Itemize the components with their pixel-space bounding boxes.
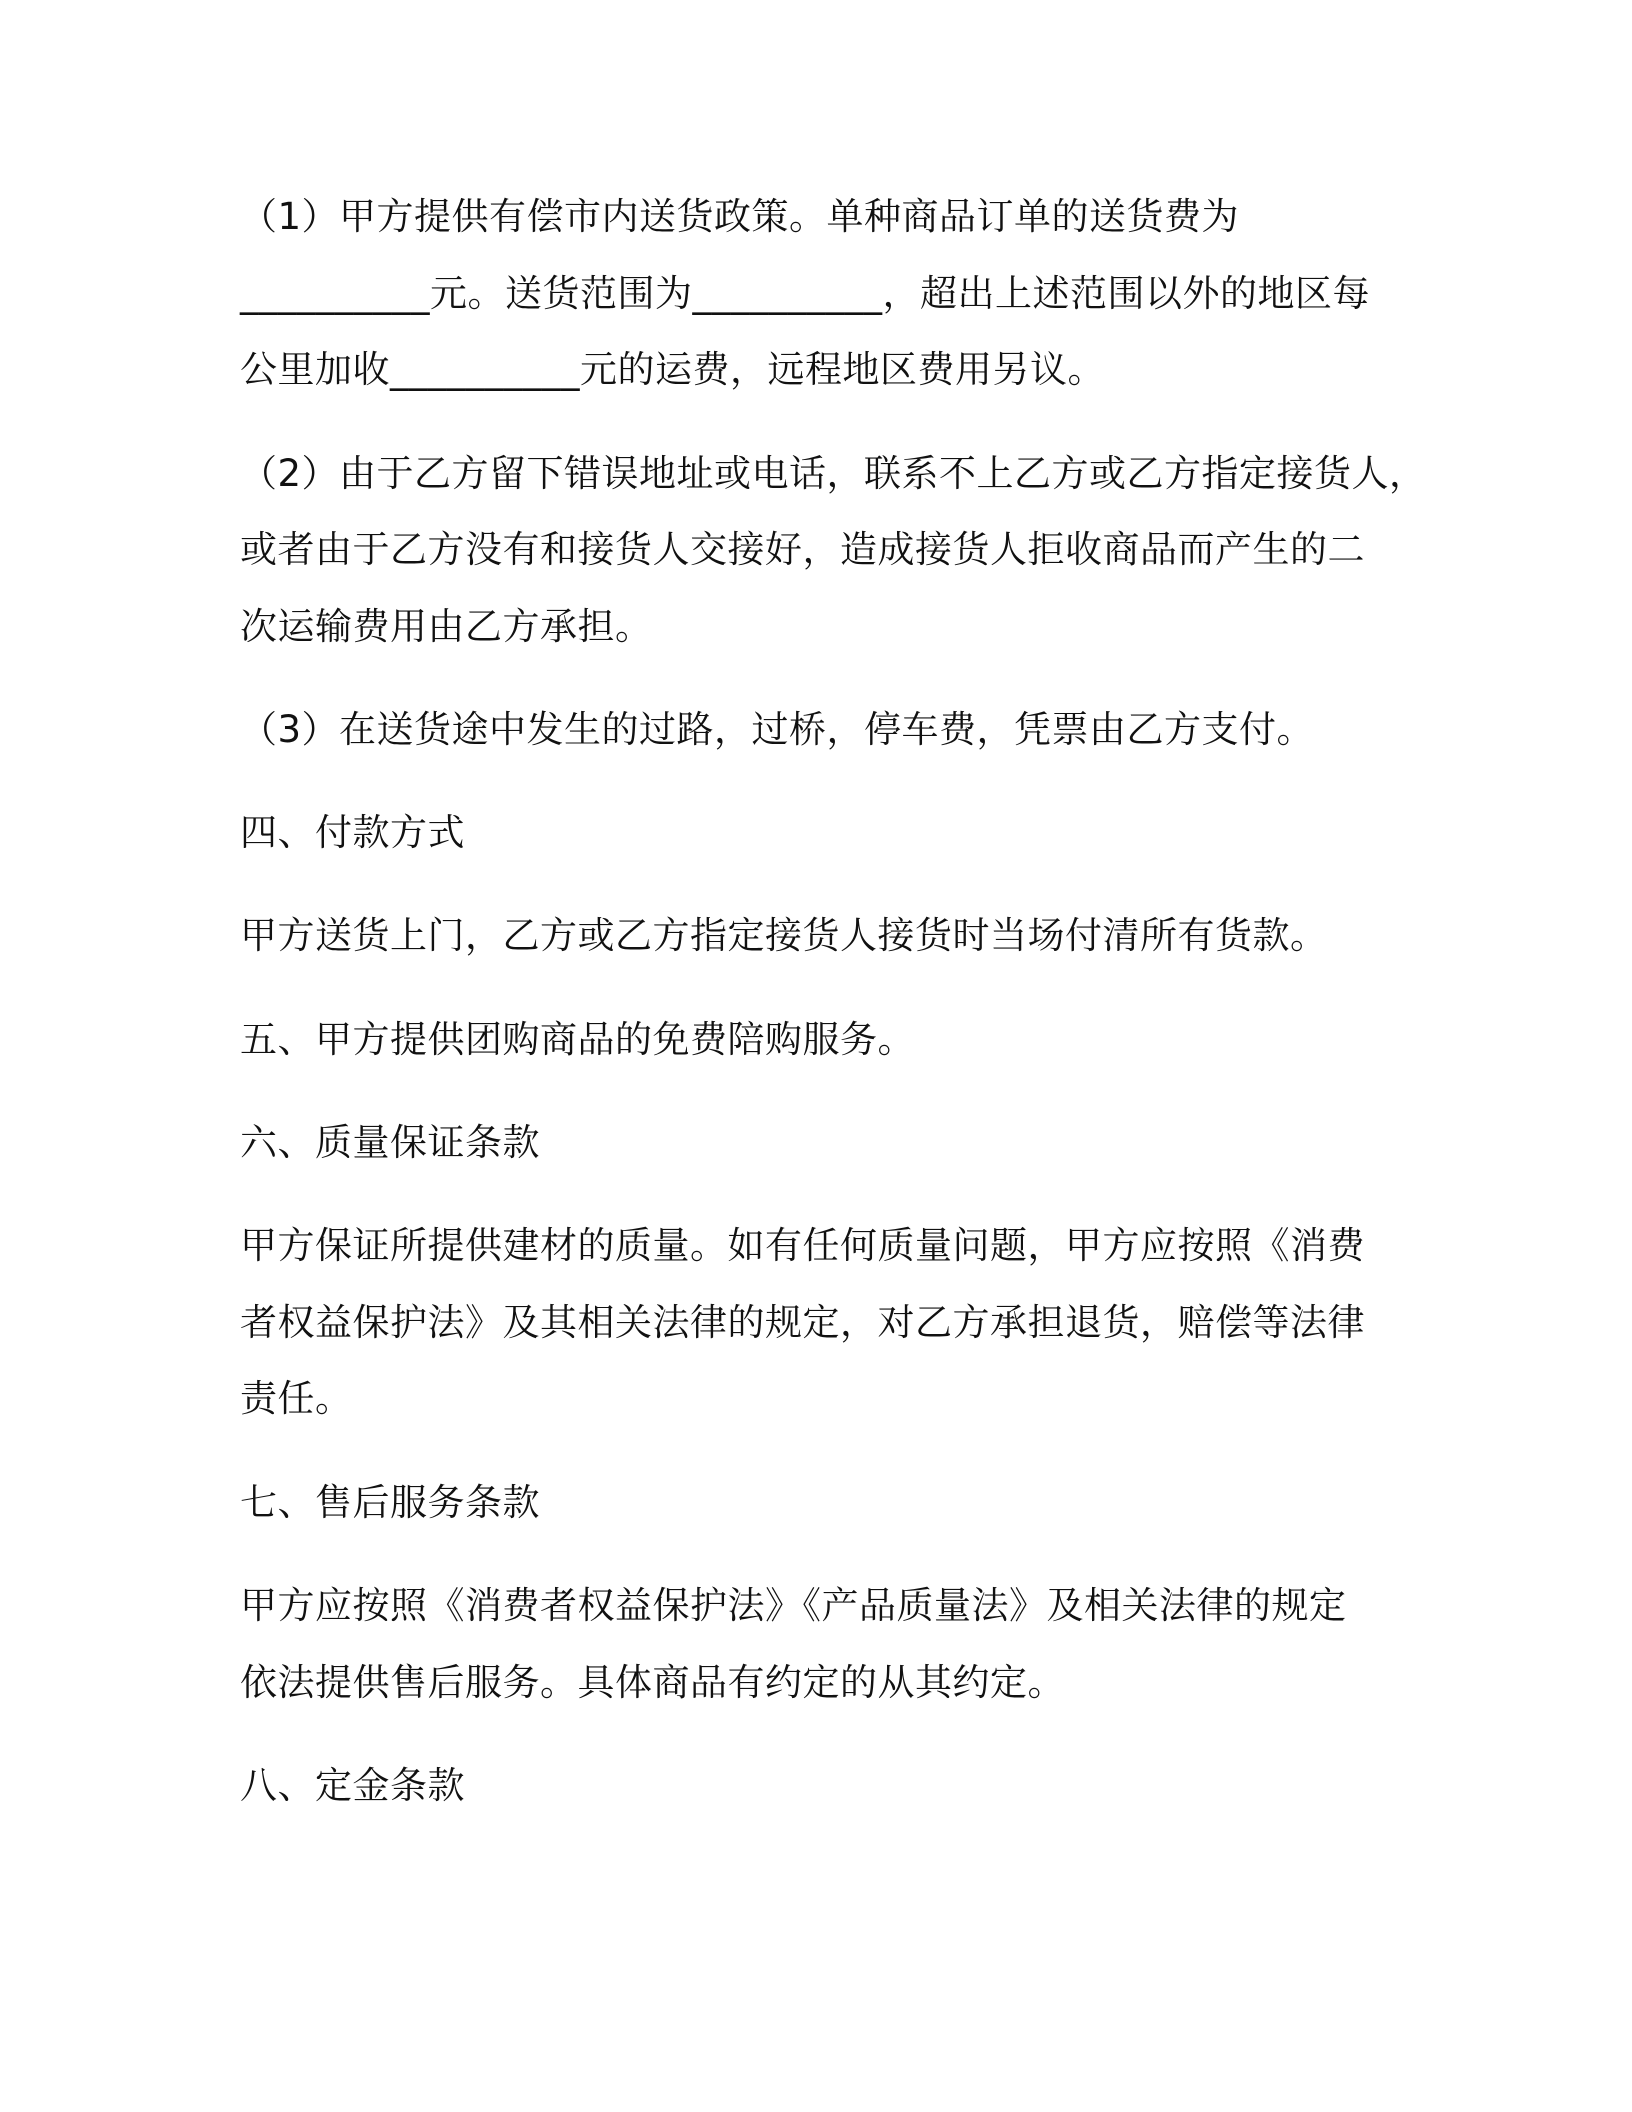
after-sales-text-line-1: 甲方应按照《消费者权益保护法》《产品质量法》及相关法律的规定 [240,1584,1347,1627]
wrong-address-line-2: 或者由于乙方没有和接货人交接好，造成接货人拒收商品而产生的二 [240,528,1365,571]
section-heading-after-sales: 七、售后服务条款 [240,1481,540,1524]
section-heading-deposit: 八、定金条款 [240,1764,465,1807]
delivery-policy-line-2: __________元。送货范围为__________，超出上述范围以外的地区每 [240,272,1370,315]
quality-text-line-3: 责任。 [240,1377,353,1420]
payment-text: 甲方送货上门，乙方或乙方指定接货人接货时当场付清所有货款。 [240,914,1328,957]
wrong-address-line-3: 次运输费用由乙方承担。 [240,605,653,648]
section-heading-quality: 六、质量保证条款 [240,1121,540,1164]
quality-text-line-1: 甲方保证所提供建材的质量。如有任何质量问题，甲方应按照《消费 [240,1224,1365,1267]
delivery-policy-line-1: （1）甲方提供有偿市内送货政策。单种商品订单的送货费为 [240,195,1240,238]
after-sales-text-line-2: 依法提供售后服务。具体商品有约定的从其约定。 [240,1661,1065,1704]
document-page [240,0,1427,2112]
quality-text-line-2: 者权益保护法》及其相关法律的规定，对乙方承担退货，赔偿等法律 [240,1301,1365,1344]
section-heading-payment: 四、付款方式 [240,811,465,854]
toll-fee-line: （3）在送货途中发生的过路，过桥，停车费，凭票由乙方支付。 [240,708,1315,751]
wrong-address-line-1: （2）由于乙方留下错误地址或电话，联系不上乙方或乙方指定接货人， [240,452,1427,495]
section-heading-group-buy: 五、甲方提供团购商品的免费陪购服务。 [240,1018,915,1061]
delivery-policy-line-3: 公里加收__________元的运费，远程地区费用另议。 [240,348,1105,391]
